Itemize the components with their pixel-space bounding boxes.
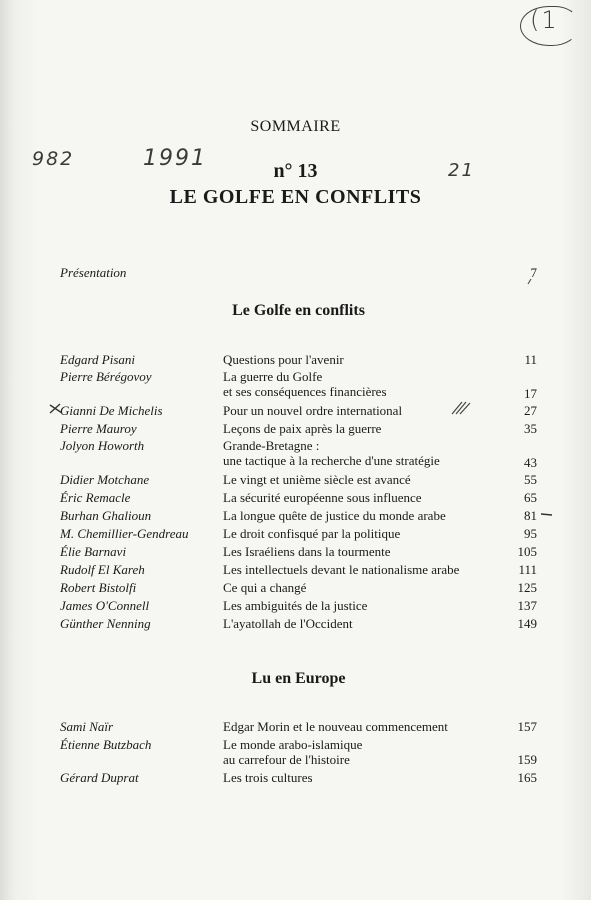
handwritten-ref-left: 982 bbox=[32, 148, 75, 170]
toc-page-number: 137 bbox=[517, 598, 537, 613]
toc-article-title: Les ambiguités de la justice bbox=[223, 598, 368, 613]
section-title: Lu en Europe bbox=[251, 670, 346, 687]
toc-article-title: La sécurité européenne sous influence bbox=[223, 490, 422, 505]
toc-page-number: 159 bbox=[517, 752, 537, 767]
toc-author: Jolyon Howorth bbox=[60, 438, 145, 453]
toc-article-title: Edgar Morin et le nouveau commencement bbox=[223, 719, 448, 734]
toc-article-title: La longue quête de justice du monde arabe bbox=[223, 508, 446, 523]
toc-author: Günther Nenning bbox=[60, 616, 151, 631]
issue-title: LE GOLFE EN CONFLITS bbox=[169, 186, 422, 208]
toc-article-title: Les trois cultures bbox=[223, 770, 313, 785]
issue-number: n° 13 bbox=[273, 160, 318, 182]
toc-article-title: Les intellectuels devant le nationalisme arabe bbox=[223, 562, 460, 577]
toc-page-number: 81 bbox=[524, 508, 537, 523]
presentation-page: 7 bbox=[530, 265, 537, 280]
toc-page-number: 157 bbox=[517, 719, 537, 734]
presentation-label: Présentation bbox=[60, 265, 127, 280]
sommaire-label: SOMMAIRE bbox=[250, 118, 341, 135]
toc-page-number: 111 bbox=[518, 562, 537, 577]
toc-page-number: 95 bbox=[524, 526, 537, 541]
toc-author: Didier Motchane bbox=[60, 472, 150, 487]
toc-article-title: Le monde arabo-islamique au carrefour de l'histoire bbox=[223, 737, 363, 767]
toc-page-number: 105 bbox=[517, 544, 537, 559]
toc-author: Burhan Ghalioun bbox=[60, 508, 152, 523]
toc-page-number: 27 bbox=[524, 403, 537, 418]
toc-page-number: 11 bbox=[524, 352, 537, 367]
toc-author: M. Chemillier-Gendreau bbox=[60, 526, 189, 541]
toc-page-number: 35 bbox=[524, 421, 537, 436]
handwritten-corner-note: (1 bbox=[530, 6, 559, 34]
section-title: Le Golfe en conflits bbox=[232, 302, 365, 319]
toc-author: Pierre Bérégovoy bbox=[60, 369, 152, 384]
toc-author: Élie Barnavi bbox=[60, 544, 127, 559]
toc-article-title: Les Israéliens dans la tourmente bbox=[223, 544, 391, 559]
toc-author: Rudolf El Kareh bbox=[60, 562, 145, 577]
toc-article-title: Le vingt et unième siècle est avancé bbox=[223, 472, 411, 487]
toc-article-title: Grande-Bretagne : une tactique à la recherche d'une stratégie bbox=[223, 438, 440, 468]
toc-page-number: 55 bbox=[524, 472, 537, 487]
handwritten-ref-mid: 1991 bbox=[143, 146, 207, 171]
toc-article-title: La guerre du Golfe et ses conséquences financières bbox=[223, 369, 387, 399]
toc-page-number: 165 bbox=[517, 770, 537, 785]
toc-article-title: Questions pour l'avenir bbox=[223, 352, 344, 367]
toc-page-number: 65 bbox=[524, 490, 537, 505]
toc-author: Gianni De Michelis bbox=[60, 403, 163, 418]
toc-page-number: 43 bbox=[524, 455, 537, 470]
toc-article-title: L'ayatollah de l'Occident bbox=[223, 616, 353, 631]
toc-article-title: Le droit confisqué par la politique bbox=[223, 526, 401, 541]
pencil-dash-mark bbox=[541, 514, 552, 515]
toc-author: Étienne Butzbach bbox=[60, 737, 152, 752]
toc-author: Sami Naïr bbox=[60, 719, 114, 734]
toc-article-title: Leçons de paix après la guerre bbox=[223, 421, 382, 436]
toc-author: James O'Connell bbox=[60, 598, 150, 613]
toc-page-number: 149 bbox=[517, 616, 537, 631]
handwritten-ref-right: 21 bbox=[448, 160, 475, 181]
toc-article-title: Pour un nouvel ordre international bbox=[223, 403, 403, 418]
toc-author: Gérard Duprat bbox=[60, 770, 139, 785]
toc-article-title: Ce qui a changé bbox=[223, 580, 307, 595]
toc-author: Edgard Pisani bbox=[60, 352, 135, 367]
toc-author: Pierre Mauroy bbox=[60, 421, 137, 436]
toc-author: Robert Bistolfi bbox=[60, 580, 137, 595]
toc-author: Éric Remacle bbox=[60, 490, 131, 505]
toc-page-number: 17 bbox=[524, 386, 537, 401]
toc-page-number: 125 bbox=[517, 580, 537, 595]
